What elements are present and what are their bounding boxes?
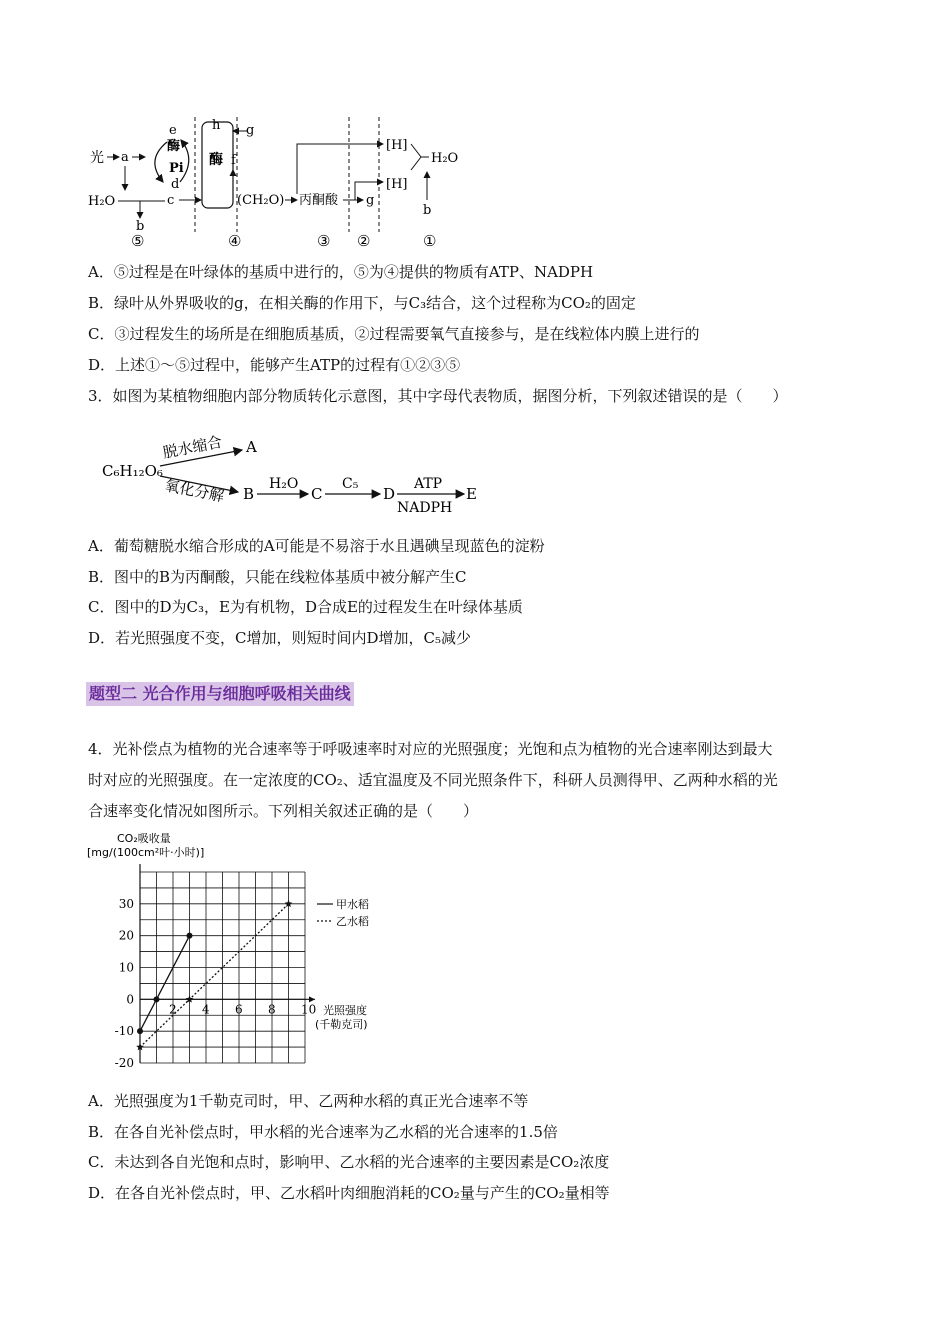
point-jia xyxy=(137,1028,143,1034)
q3-option-a: A．葡萄糖脱水缩合形成的A可能是不易溶于水且遇碘呈现蓝色的淀粉 xyxy=(88,537,545,555)
label-d: D xyxy=(383,485,396,503)
process-diagram xyxy=(85,112,475,252)
stage-4: ④ xyxy=(228,232,242,250)
label-guang: 光 xyxy=(90,150,104,166)
label-ch2o: (CH₂O) xyxy=(237,193,285,208)
chart-ylabel-line1: CO₂吸收量 xyxy=(117,832,171,845)
chart-xlabel-line2: (千勒克司) xyxy=(315,1018,368,1031)
label-e: E xyxy=(466,485,477,503)
label-h2o: H₂O xyxy=(269,476,299,492)
label-glucose: C₆H₁₂O₆ xyxy=(102,462,163,480)
label-nadph: NADPH xyxy=(397,500,453,516)
label-g-mid: g xyxy=(366,193,375,208)
q4-stem-line-1: 4．光补偿点为植物的光合速率等于呼吸速率时对应的光照强度；光饱和点为植物的光合速率刚达到最大 xyxy=(88,740,773,758)
q4-option-c: C．未达到各自光饱和点时，影响甲、乙水稻的光合速率的主要因素是CO₂浓度 xyxy=(88,1153,610,1171)
label-h-top: [H] xyxy=(386,138,408,153)
label-a: a xyxy=(121,150,129,165)
conversion-diagram xyxy=(100,428,490,520)
y-tick-label: 20 xyxy=(118,928,134,943)
y-tick-label: 10 xyxy=(118,960,134,975)
x-tick-label: 8 xyxy=(268,1002,276,1017)
label-mei2: 酶 xyxy=(209,152,223,168)
point-jia xyxy=(187,933,193,939)
label-f: f xyxy=(231,153,236,168)
label-c5: C₅ xyxy=(342,476,359,492)
x-tick-label: 6 xyxy=(235,1002,243,1017)
photosynthesis-chart xyxy=(85,828,415,1078)
label-dehydration: 脱水缩合 xyxy=(161,432,224,462)
q4-stem-line-2: 时对应的光照强度。在一定浓度的CO₂、适宜温度及不同光照条件下，科研人员测得甲、乙两种水稻的光 xyxy=(88,771,778,789)
point-jia xyxy=(154,996,160,1002)
x-tick-label: 10 xyxy=(301,1002,317,1017)
chart-xlabel-line1: 光照强度 xyxy=(323,1004,367,1017)
stage-5: ⑤ xyxy=(131,232,145,250)
label-h2o-left: H₂O xyxy=(88,194,116,209)
label-a: A xyxy=(246,438,257,456)
legend-yi: 乙水稻 xyxy=(336,915,369,928)
label-c: c xyxy=(167,193,175,208)
label-oxidation: 氧化分解 xyxy=(163,476,226,506)
label-bingtongsuan: 丙酮酸 xyxy=(299,193,339,208)
label-c: C xyxy=(311,485,323,503)
q3-option-b: B．图中的B为丙酮酸，只能在线粒体基质中被分解产生C xyxy=(88,568,467,586)
q3-option-d: D．若光照强度不变，C增加，则短时间内D增加，C₅减少 xyxy=(88,629,472,647)
label-g-top: g xyxy=(246,123,255,138)
label-b-left: b xyxy=(136,219,145,234)
label-mei1: 酶 xyxy=(167,139,181,154)
label-h-bottom: [H] xyxy=(386,177,408,192)
label-h2o-right: H₂O xyxy=(431,151,459,166)
q4-option-b: B．在各自光补偿点时，甲水稻的光合速率为乙水稻的光合速率的1.5倍 xyxy=(88,1123,558,1141)
label-e: e xyxy=(169,123,177,138)
q4-option-d: D．在各自光补偿点时，甲、乙水稻叶肉细胞消耗的CO₂量与产生的CO₂量相等 xyxy=(88,1184,610,1202)
label-atp: ATP xyxy=(414,476,443,492)
series-line-1 xyxy=(140,904,289,1047)
q2-option-c: C．③过程发生的场所是在细胞质基质，②过程需要氧气直接参与，是在线粒体内膜上进行的 xyxy=(88,325,700,343)
q2-option-d: D．上述①～⑤过程中，能够产生ATP的过程有①②③⑤ xyxy=(88,356,461,374)
q3-option-c: C．图中的D为C₃，E为有机物，D合成E的过程发生在叶绿体基质 xyxy=(88,598,523,616)
label-h: h xyxy=(212,118,221,133)
q4-option-a: A．光照强度为1千勒克司时，甲、乙两种水稻的真正光合速率不等 xyxy=(88,1092,529,1110)
label-d: d xyxy=(171,177,180,192)
q3-stem: 3．如图为某植物细胞内部分物质转化示意图，其中字母代表物质，据图分析，下列叙述错误的是（ ） xyxy=(88,387,788,405)
y-tick-label: -10 xyxy=(114,1024,134,1039)
q4-stem-line-3: 合速率变化情况如图所示。下列相关叙述正确的是（ ） xyxy=(88,802,479,820)
x-tick-label: 4 xyxy=(202,1002,210,1017)
label-b-right: b xyxy=(423,203,432,218)
stage-1: ① xyxy=(423,232,437,250)
y-tick-label: -20 xyxy=(114,1056,134,1070)
label-b: B xyxy=(243,485,255,503)
y-tick-label: 0 xyxy=(126,992,134,1007)
stage-3: ③ xyxy=(317,232,331,250)
stage-2: ② xyxy=(357,232,371,250)
section-title: 题型二 光合作用与细胞呼吸相关曲线 xyxy=(86,682,354,706)
label-pi: Pi xyxy=(169,161,184,176)
chart-ylabel-line2: [mg/(100cm²叶·小时)] xyxy=(87,846,205,859)
y-tick-label: 30 xyxy=(118,896,134,911)
x-tick-label: 2 xyxy=(169,1002,177,1017)
legend-jia: 甲水稻 xyxy=(336,898,369,911)
q2-option-b: B．绿叶从外界吸收的g，在相关酶的作用下，与C₃结合，这个过程称为CO₂的固定 xyxy=(88,294,636,312)
q2-option-a: A．⑤过程是在叶绿体的基质中进行的，⑤为④提供的物质有ATP、NADPH xyxy=(88,263,594,281)
